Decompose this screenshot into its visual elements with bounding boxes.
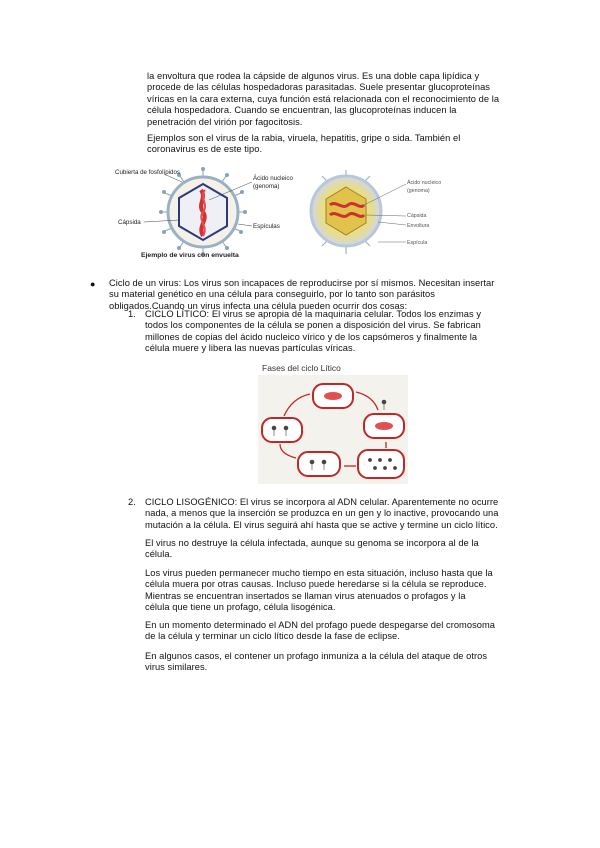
virus-illustration [306,170,456,260]
virus-cross-section [306,170,456,260]
list-number: 1. [128,309,136,319]
text-line: la envoltura que rodea la cápside de algunos virus. Es una doble capa lipídica y [147,71,480,81]
text-line: virus similares. [145,662,208,673]
text-line: célula que tiene un profago, célula lisogénica. [145,602,336,613]
label-genome: (genoma) [253,183,280,190]
text-line: Mientras se encuentran insertados se llaman virus atenuados o profagos y la [145,590,466,601]
envelope-paragraph [147,71,532,128]
text-line: En algunos casos, el contener un profago inmuniza a la célula del ataque de otros [145,651,488,661]
examples-paragraph [147,133,532,156]
text-line: todos los componentes de la célula se ponen a disposición del virus. Se fabrican [145,320,481,331]
text-line: víricas en la cara externa, cuya función está relacionada con el reconocimiento de la [147,93,500,104]
no-destroy-paragraph [145,538,535,561]
text-line: célula. [145,549,173,560]
text-line: En un momento determinado el ADN del profago puede despegarse del cromosoma [145,620,496,630]
label-phospholipids: Cubierta de fosfolípidos [115,169,181,176]
remain-paragraph [145,568,535,614]
list-number: 2. [128,497,136,507]
figure-caption: Ejemplo de virus con envuelta [141,252,239,259]
text-line: obligados.Cuando un virus infecta una célula pueden ocurrir dos cosas: [109,300,408,311]
text-line: millones de copias del ácido nucleico vírico y de los capsómeros y finalmente la [145,331,478,342]
virus-cycle-paragraph [109,278,529,312]
lysogenic-cycle-paragraph [145,497,535,531]
text-line: penetración del virión por fagocitosis. [147,116,303,127]
text-line: Ciclo de un virus: Los virus son incapaces de reproducirse por sí mismos. Necesitan insertar [109,278,495,288]
fig2-label-spike: Espícula [407,240,428,246]
enveloped-virus-figure [112,160,298,260]
lytic-cycle-paragraph [145,309,535,355]
lytic-cycle-diagram [258,362,408,484]
bullet-marker: ● [90,279,96,289]
fig2-label-nucleic-acid: Ácido nucleico [407,180,442,186]
fig2-label-genome: (genoma) [407,188,430,194]
lytic-cycle-figure [258,362,408,484]
text-line: CICLO LISOGÉNICO: El virus se incorpora al ADN celular. Aparentemente no ocurre [145,497,499,507]
label-capsid: Cápsida [118,219,141,226]
text-line: coronavirus es de este tipo. [147,144,263,155]
immunity-paragraph [145,651,535,674]
fig2-label-envelope: Envoltura [407,223,430,229]
text-line: célula muera por otras causas. Incluso puede heredarse si la célula se reproduce. [145,579,487,590]
text-line: su material genético en una célula para conseguirlo, por lo tanto son parásitos [109,289,435,300]
text-line: de la célula y terminar un ciclo lítico desde la fase de eclipse. [145,631,400,642]
enveloped-virus-diagram [112,160,298,260]
text-line: procede de las células hospedadoras parasitadas. Suele presentar glucoproteínas [147,82,490,93]
text-line: CICLO LÍTICO: El virus se apropia de la maquinaria celular. Todos los enzimas y [145,309,482,319]
text-line: Los virus pueden permanecer mucho tiempo en esta situación, incluso hasta que la [145,568,493,578]
fig2-label-capsid: Cápsida [407,213,427,219]
label-spikes: Espículas [253,223,280,230]
prophage-release-paragraph [145,620,535,643]
label-nucleic-acid: Ácido nucleico [253,175,293,182]
text-line: nada, a menos que la inserción se produzca en un gen y lo inactive, provocando una [145,508,499,519]
text-line: mutación a la célula. El virus seguirá ahí hasta que se active y termine un ciclo lítico. [145,519,498,530]
text-line: célula hospedadora. Cuando se encuentran, las glucoproteínas inducen la [147,105,457,116]
text-line: Ejemplos son el virus de la rabia, viruela, hepatitis, gripe o sida. También el [147,133,461,143]
figure-title: Fases del ciclo Lítico [262,363,341,373]
text-line: El virus no destruye la célula infectada, aunque su genoma se incorpora al de la [145,538,479,548]
text-line: célula muere y libera las nuevas partículas víricas. [145,343,356,354]
